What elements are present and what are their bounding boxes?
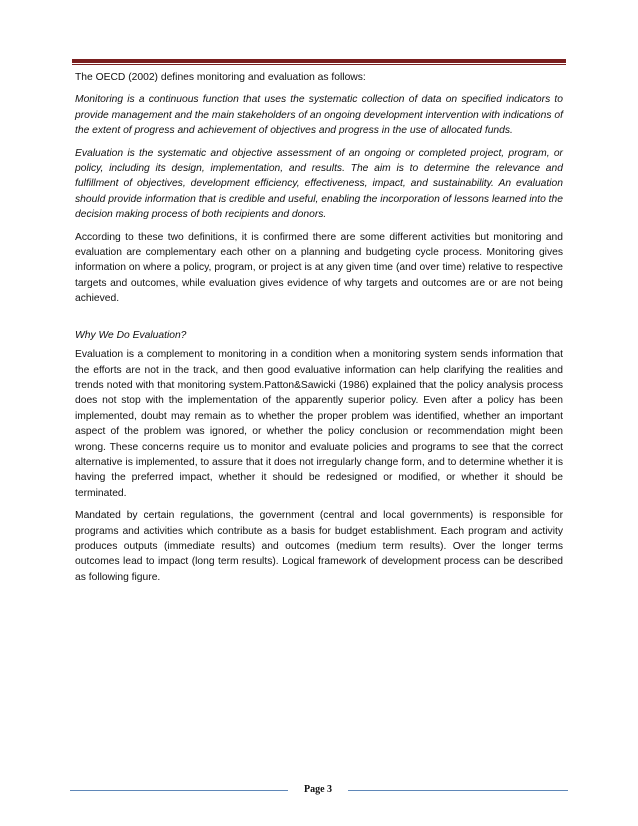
header-rule — [72, 59, 566, 63]
footer-line-left — [70, 790, 288, 791]
comparison-paragraph: According to these two definitions, it is confirmed there are some different activities but monitoring and evaluation are complementary each other on a planning and budgeting cycle process. Monitoring gives information on where a policy, program, or project is at any given time (and over time) relative to respective targets and outcomes, while evaluation gives evidence of why targets and outcomes are or are not being achieved. — [75, 231, 563, 305]
mandate-paragraph: Mandated by certain regulations, the government (central and local governments) is responsible for programs and activities which contribute as a basis for budget establishment. Each program and activity produces outputs (immediate results) and outcomes (medium term results). Over the longer terms outcomes lead to impact (long term results). Logical framework of development process can be described as following figure. — [75, 510, 563, 583]
why-evaluation-paragraph: Evaluation is a complement to monitoring in a condition when a monitoring system sends information that the efforts are not in the track, and then good evaluative information can help clarifying the realities and trends noted with that monitoring system.Patton&Sawicki (1986) explained that the policy analysis process does not stop with the implementation of the apparently superior policy. Even after a policy has been implemented, doubt may remain as to whether the proper problem was identified, whether an important aspect of the problem was ignored, or whether the policy conclusion or recommendation might been wrong. These concerns require us to monitor and evaluate policies and programs to see that the correct alternative is implemented, to assure that it does not irregularly change form, and to determine whether it is having the preferred impact, whether it should be redesigned or modified, or whether it should be terminated. — [75, 349, 563, 499]
header-rule-thin — [72, 64, 566, 65]
section-heading: Why We Do Evaluation? — [75, 329, 187, 341]
page-footer — [70, 783, 568, 797]
monitoring-definition: Monitoring is a continuous function that uses the systematic collection of data on specified indicators to provide management and the main stakeholders of an ongoing development intervention with indications of the extent of progress and achievement of objectives and progress in the use of allocated funds. — [75, 94, 563, 137]
footer-line-right — [348, 790, 568, 791]
page-number: Page 3 — [303, 784, 333, 795]
evaluation-definition: Evaluation is the systematic and objective assessment of an ongoing or completed project, program, or policy, including its design, implementation, and results. The aim is to determine the relevance and fulfillment of objectives, development efficiency, effectiveness, impact, and sustainability. An evaluation should provide information that is credible and useful, enabling the incorporation of lessons learned into the decision making process of both recipients and donors. — [75, 147, 563, 221]
intro-paragraph: The OECD (2002) defines monitoring and evaluation as follows: — [75, 72, 366, 83]
page-content — [75, 70, 563, 592]
